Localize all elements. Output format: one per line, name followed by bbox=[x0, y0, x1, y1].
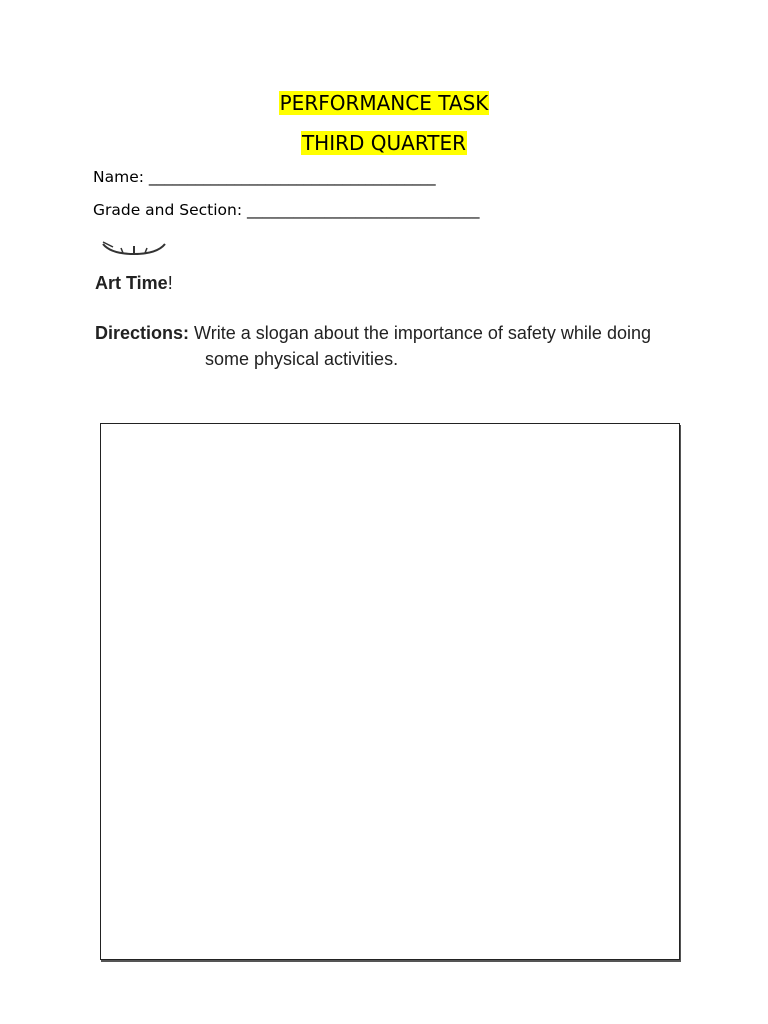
decorative-ornament-icon bbox=[101, 238, 167, 262]
name-blank[interactable]: _____________________________________ bbox=[148, 168, 436, 186]
activity-heading bbox=[95, 271, 173, 295]
slogan-answer-box[interactable] bbox=[100, 423, 680, 960]
directions-label: Directions: bbox=[95, 323, 190, 343]
activity-heading-exclaim: ! bbox=[167, 273, 173, 293]
grade-section-blank[interactable]: ______________________________ bbox=[247, 201, 480, 219]
title-line-1: PERFORMANCE TASK bbox=[279, 91, 489, 115]
name-label: Name: bbox=[93, 168, 144, 186]
grade-section-field bbox=[93, 200, 480, 220]
activity-heading-text: Art Time bbox=[95, 273, 168, 293]
directions-line-2: some physical activities. bbox=[205, 349, 399, 369]
grade-section-label: Grade and Section: bbox=[93, 201, 243, 219]
name-field bbox=[93, 167, 436, 187]
page-subtitle bbox=[0, 130, 768, 156]
directions bbox=[95, 320, 695, 372]
page-title bbox=[0, 90, 768, 116]
directions-line-1: Write a slogan about the importance of safety while doing bbox=[194, 323, 651, 343]
title-line-2: THIRD QUARTER bbox=[301, 131, 467, 155]
